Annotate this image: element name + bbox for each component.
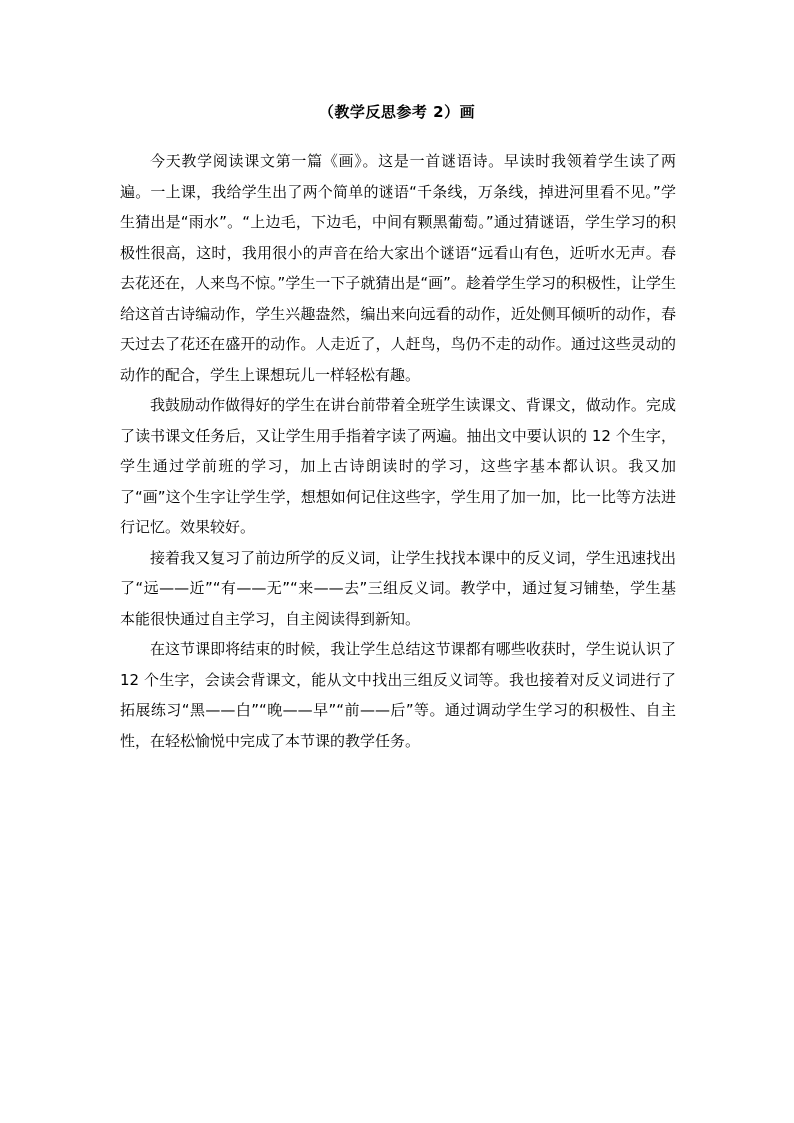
paragraph-2: 我鼓励动作做得好的学生在讲台前带着全班学生读课文、背课文，做动作。完成了读书课文任务后，又让学生用手指着字读了两遍。抽出文中要认识的 12 个生字，学生通过学前班的学习，加上古诗朗读时的学习，这些字基本都认识。我又加了“画”这个生字让学生学，想想如何记住这些字，学生用了加一加，比一比等方法进行记忆。效果较好。 [120,396,676,536]
paragraph-1: 今天教学阅读课文第一篇《画》。这是一首谜语诗。早读时我领着学生读了两遍。一上课，我给学生出了两个简单的谜语“千条线，万条线，掉进河里看不见。”学生猜出是“雨水”。“上边毛，下边毛，中间有颗黑葡萄。”通过猜谜语，学生学习的积极性很高，这时，我用很小的声音在给大家出个谜语“远看山有色，近听水无声。春去花还在，人来鸟不惊。”学生一下子就猜出是“画”。趁着学生学习的积极性，让学生给这首古诗编动作，学生兴趣盎然，编出来向远看的动作，近处侧耳倾听的动作，春天过去了花还在盛开的动作。人走近了，人赶鸟，鸟仍不走的动作。通过这些灵动的动作的配合，学生上课想玩儿一样轻松有趣。 [120,152,676,384]
document-body [120,146,676,756]
paragraph-3: 接着我又复习了前边所学的反义词，让学生找找本课中的反义词，学生迅速找出了“远——近”“有——无”“来——去”三组反义词。教学中，通过复习铺垫，学生基本能很快通过自主学习，自主阅读得到新知。 [120,548,676,628]
document-title: （教学反思参考 2）画 [318,103,476,121]
paragraph-4: 在这节课即将结束的时候，我让学生总结这节课都有哪些收获时，学生说认识了 12 个生字，会读会背课文，能从文中找出三组反义词等。我也接着对反义词进行了拓展练习“黑——白”“晚——早”“前——后”等。通过调动学生学习的积极性、自主性，在轻松愉悦中完成了本节课的教学任务。 [120,640,676,750]
